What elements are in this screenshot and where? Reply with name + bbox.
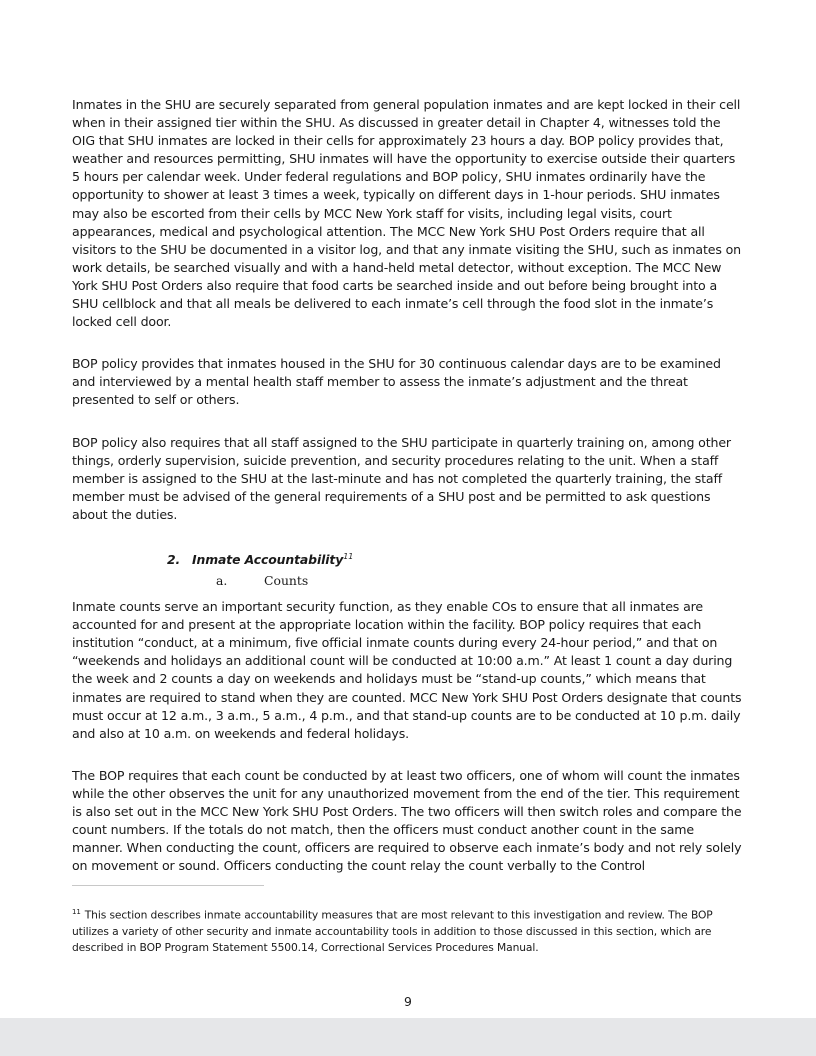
paragraph-count-procedure: The BOP requires that each count be conducted by at least two officers, one of whom will count the inmates while the other observes the unit for any unauthorized movement from the end of the tier. This requirement is also set out in the MCC New York SHU Post Orders. The two officers will then switch roles and compare the count numbers. If the totals do not match, then the officers must conduct another count in the same manner. When conducting the count, officers are required to observe each inmate’s body and not rely solely on movement or sound. Officers conducting the count relay the count verbally to the Control <box>72 767 742 874</box>
footnote-separator <box>72 885 264 886</box>
page-number: 9 <box>404 994 412 1009</box>
footnote <box>72 904 744 956</box>
paragraph-shu-separation: Inmates in the SHU are securely separated from general population inmates and are kept locked in their cell when in their assigned tier within the SHU. As discussed in greater detail in Chapter 4, witnesses told the OIG that SHU inmates are locked in their cells for approximately 23 hours a day. BOP policy provides that, weather and resources permitting, SHU inmates will have the opportunity to exercise outside their quarters 5 hours per calendar week. Under federal regulations and BOP policy, SHU inmates ordinarily have the opportunity to shower at least 3 times a week, typically on different days in 1-hour periods. SHU inmates may also be escorted from their cells by MCC New York staff for visits, including legal visits, court appearances, medical and psychological attention. The MCC New York SHU Post Orders require that all visitors to the SHU be documented in a visitor log, and that any inmate visiting the SHU, such as inmates on work details, be searched visually and with a hand-held metal detector, without exception. The MCC New York SHU Post Orders also require that food carts be searched inside and out before being brought into a SHU cellblock and that all meals be delivered to each inmate’s cell through the food slot in the inmate’s locked cell door. <box>72 97 741 330</box>
subsection-letter: a. <box>216 573 228 589</box>
section-number: 2. <box>167 552 181 568</box>
paragraph-mental-health: BOP policy provides that inmates housed in the SHU for 30 continuous calendar days are to be examined and interviewed by a mental health staff member to assess the inmate’s adjustment and the threat presented to self or others. <box>72 356 721 408</box>
subsection-heading-counts <box>216 572 744 590</box>
page-content <box>72 96 744 875</box>
section-heading-inmate-accountability <box>167 548 744 569</box>
subsection-title: Counts <box>264 573 309 589</box>
footnote-marker: 11 <box>72 908 81 916</box>
section-title: Inmate Accountability <box>192 552 344 568</box>
footnote-text: This section describes inmate accountability measures that are most relevant to this investigation and review. The BOP utilizes a variety of other security and inmate accountability tools in addition to those discussed in this section, which are described in BOP Program Statement 5500.14, Correctional Services Procedures Manual. <box>72 908 713 954</box>
paragraph-inmate-counts: Inmate counts serve an important security function, as they enable COs to ensure that all inmates are accounted for and present at the appropriate location within the facility. BOP policy requires that each institution “conduct, at a minimum, five official inmate counts during every 24-hour period,” and that on “weekends and holidays an additional count will be conducted at 10:00 a.m.” At least 1 count a day during the week and 2 counts a day on weekends and holidays must be “stand-up counts,” which means that inmates are required to stand when they are counted. MCC New York SHU Post Orders designate that counts must occur at 12 a.m., 3 a.m., 5 a.m., 4 p.m., and that stand-up counts are to be conducted at 10 p.m. daily and also at 10 a.m. on weekends and federal holidays. <box>72 599 742 741</box>
paragraph-staff-training: BOP policy also requires that all staff assigned to the SHU participate in quarterly training on, among other things, orderly supervision, suicide prevention, and security procedures relating to the unit. When a staff member is assigned to the SHU at the last-minute and has not completed the quarterly training, the staff member must be advised of the general requirements of a SHU post and be permitted to ask questions about the duties. <box>72 434 731 522</box>
footnote-reference: 11 <box>343 551 354 561</box>
